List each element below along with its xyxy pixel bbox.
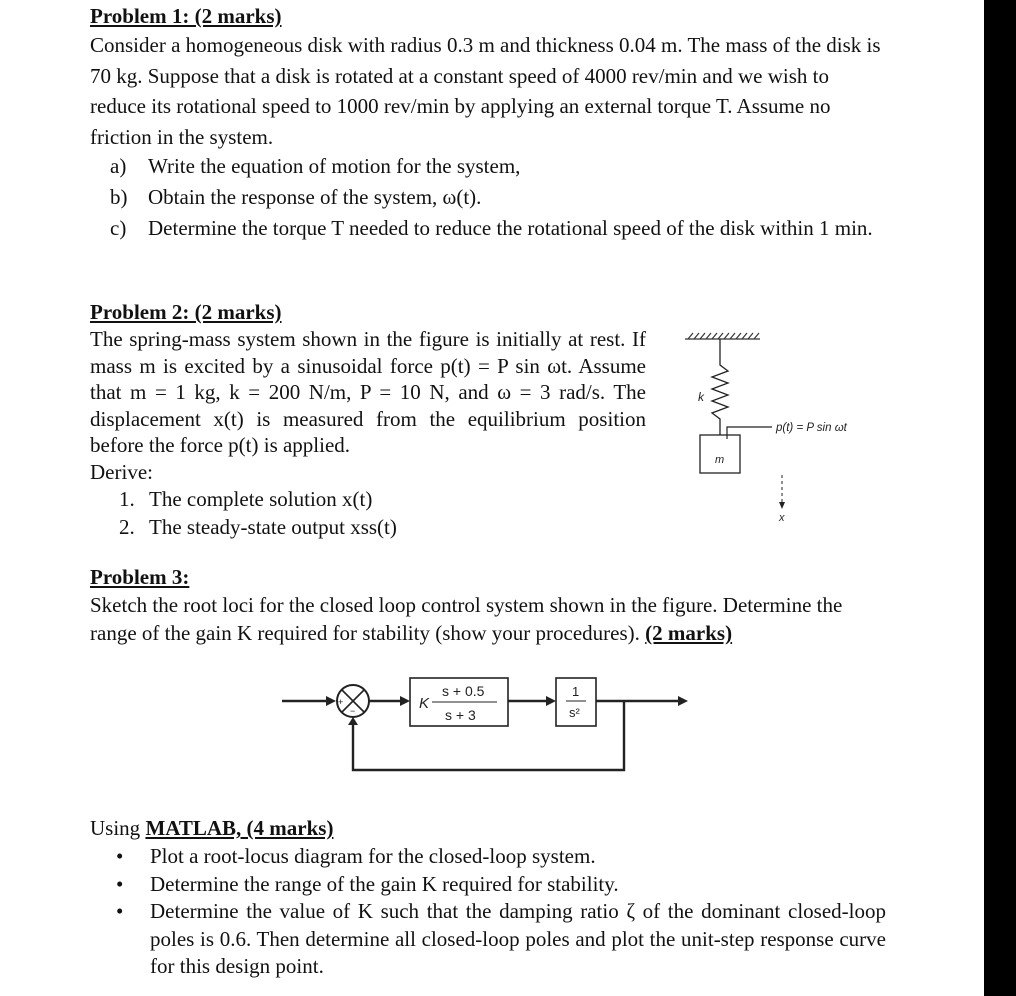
controller-numerator: s + 0.5: [442, 683, 485, 699]
problem2-derive: Derive:: [90, 459, 153, 484]
list-item: [110, 213, 890, 244]
problem1-body: Consider a homogeneous disk with radius 0.3 m and thickness 0.04 m. The mass of the disk is 70 kg. Suppose that a disk is rotated at a constant speed of 4000 rev/min and we wish to reduce its rotational speed to 1000 rev/min by applying an external torque T. Assume no friction in the system.: [90, 33, 881, 149]
force-label: p(t) = P sin ωt: [776, 422, 847, 434]
list-item: [119, 513, 639, 541]
list-item: [110, 151, 890, 182]
output-arrow-icon: [678, 696, 688, 706]
item-label: a): [110, 154, 127, 178]
matlab-heading-line: [90, 816, 333, 841]
spring-label: k: [698, 390, 704, 404]
spring-icon: [712, 339, 728, 435]
item-text: The complete solution x(t): [149, 487, 373, 511]
item-label: c): [110, 216, 127, 240]
list-item: [119, 485, 639, 513]
plant-denominator: s²: [569, 705, 580, 720]
matlab-heading: MATLAB, (4 marks): [145, 816, 334, 840]
item-label: 2.: [119, 515, 135, 539]
plant-numerator: 1: [572, 684, 580, 699]
item-text: Write the equation of motion for the system,: [148, 154, 521, 178]
problem1-heading: Problem 1: (2 marks): [90, 4, 282, 28]
item-label: b): [110, 185, 128, 209]
list-item: [110, 182, 890, 213]
displacement-label: x: [779, 512, 785, 524]
problem1-list: [110, 151, 890, 244]
plant-arrow-icon: [546, 696, 556, 706]
list-item: [116, 871, 886, 899]
item-text: Determine the value of K such that the damping ratio ζ of the dominant closed-loop poles is 0.6. Then determine all closed-loop poles and plot the unit-step response curve for this design point.: [150, 899, 886, 978]
bullet-icon: •: [116, 871, 124, 896]
ceiling-hatch: [685, 333, 760, 339]
bullet-icon: •: [116, 899, 124, 923]
problem2-list: [119, 485, 639, 541]
problem3-marks: (2 marks): [645, 621, 733, 645]
controller-arrow-icon: [400, 696, 410, 706]
problem3-heading: Problem 3:: [90, 565, 190, 589]
sum-minus-sign: −: [350, 706, 356, 716]
item-label: 1.: [119, 487, 135, 511]
problem3-text: Sketch the root loci for the closed loop control system shown in the figure. Determine the range of the gain K required for stability (show your procedures).: [90, 593, 843, 645]
block-diagram: [282, 668, 692, 786]
problem3-body: [90, 591, 890, 647]
list-item: [116, 898, 886, 981]
item-text: Determine the torque T needed to reduce the rotational speed of the disk within 1 min.: [148, 216, 873, 240]
displacement-arrow-icon: [779, 502, 785, 509]
item-text: Determine the range of the gain K required for stability.: [150, 871, 619, 896]
controller-denominator: s + 3: [445, 707, 476, 723]
input-arrow-icon: [326, 696, 336, 706]
controller-gain: K: [419, 695, 430, 712]
right-edge-band: [984, 0, 1016, 996]
problem2-heading: Problem 2: (2 marks): [90, 300, 282, 324]
item-text: Plot a root-locus diagram for the closed-loop system.: [150, 844, 596, 868]
item-text: Obtain the response of the system, ω(t).: [148, 185, 482, 209]
problem2-text: The spring-mass system shown in the figure is initially at rest. If mass m is excited by a sinusoidal force p(t) = P sin ωt. Assume that m = 1 kg, k = 200 N/m, P = 10 N, and ω = 3 rad/s. The displacement x(t) is measured from the equilibrium position before the force p(t) is applied.: [90, 327, 646, 457]
problem2-body: [90, 326, 646, 485]
feedback-arrow-icon: [348, 717, 358, 725]
spring-mass-figure: [680, 325, 880, 525]
sum-plus-sign: +: [338, 697, 344, 707]
mass-label: m: [715, 454, 725, 466]
matlab-list: [116, 843, 886, 981]
matlab-prefix: Using: [90, 816, 146, 840]
bullet-icon: •: [116, 844, 124, 868]
list-item: [116, 843, 886, 871]
item-text: The steady-state output xss(t): [149, 515, 397, 539]
